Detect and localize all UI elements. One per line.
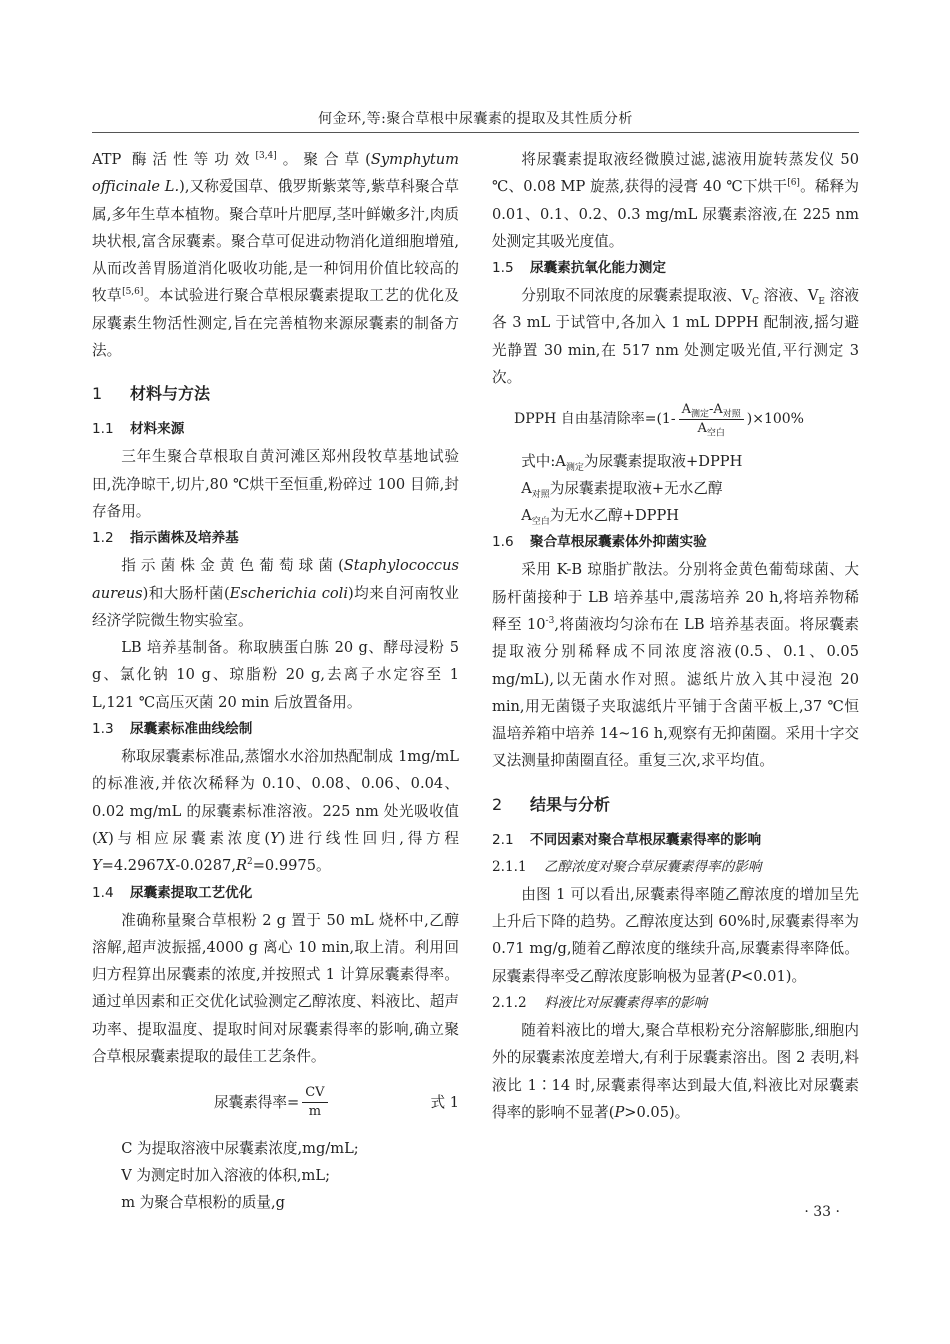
section-1-4-text: 准确称量聚合草根粉 2 g 置于 50 mL 烧杯中,乙醇溶解,超声波振摇,4000 g 离心 10 min,取上清。利用回归方程算出尿囊素的浓度,并按照式 1 计算尿囊素得率。通过单因素和正交优化试验测定乙醇浓度、料液比、超声功率、提取温度、提取时间对尿囊素得率的影响,确立聚合草根尿囊素提取的最佳工艺条件。 [92, 911, 459, 1066]
citation-5-6: [5,6] [122, 287, 144, 298]
variable-v: V 为测定时加入溶液的体积,mL; [121, 1167, 330, 1185]
section-1-6-heading: 1.6 聚合草根尿囊素体外抑菌实验 [492, 534, 707, 551]
dpph-definition-3: $A_{空白}$为无水乙醇+DPPH [521, 507, 680, 528]
section-2-heading: 2 结果与分析 [492, 794, 611, 814]
variable-m: m 为聚合草根粉的质量,g [121, 1194, 285, 1212]
section-1-3-heading: 1.3 尿囊素标准曲线绘制 [92, 721, 253, 738]
section-1-3-text: 称取尿囊素标准品,蒸馏水水浴加热配制成 1mg/mL 的标准液,并依次稀释为 0.10、0.08、0.06、0.04、0.02 mg/mL 的尿囊素标准溶液。225 nm 处光吸收值(X)与相应尿囊素浓度(Y)进行线性回归,得方程 $Y=4.2967X-0.0287,R^2=0.9975$。 [92, 748, 459, 875]
evaporation-paragraph: 将尿囊素提取液经微膜过滤,滤液用旋转蒸发仪 50 ℃、0.08 MP 旋蒸,获得的浸膏 40 ℃下烘干[6]。稀释为 0.01、0.1、0.2、0.3 mg/mL 尿囊素溶液,在 225 nm 处测定其吸光度值。 [492, 151, 859, 250]
section-1-2-text: 指示菌株金黄色葡萄球菌(Staphylococcus aureus)和大肠杆菌(Escherichia coli)均来自河南牧业经济学院微生物实验室。 [92, 557, 459, 629]
section-2-1-2-heading: 2.1.2 料液比对尿囊素得率的影响 [492, 994, 708, 1011]
right-column [492, 146, 859, 1126]
citation-6: [6] [787, 178, 800, 189]
section-1-5-text: 分别取不同浓度的尿囊素提取液、$V_C$ 溶液、$V_E$ 溶液各 3 mL 于试管中,各加入 1 mL DPPH 配制液,摇匀避光静置 30 min,在 517 nm 处测定吸光值,平行测定 3 次。 [492, 287, 859, 387]
section-1-heading: 1 材料与方法 [92, 384, 211, 404]
dpph-definition-2: $A_{对照}$为尿囊素提取液+无水乙醇 [521, 480, 723, 501]
section-1-1-heading: 1.1 材料来源 [92, 421, 185, 438]
running-header: 何金环,等:聚合草根中尿囊素的提取及其性质分析 [318, 111, 633, 127]
variable-c: C 为提取溶液中尿囊素浓度,mg/mL; [121, 1140, 359, 1158]
section-1-5-heading: 1.5 尿囊素抗氧化能力测定 [492, 260, 666, 277]
formula-1-tag: 式 1 [430, 1094, 459, 1112]
citation-3-4: [3,4] [255, 151, 277, 162]
section-2-1-heading: 2.1 不同因素对聚合草根尿囊素得率的影响 [492, 831, 762, 848]
dpph-formula: DPPH 自由基清除率=(1- $\frac{A_{测定}-A_{对照}}{A_{空白}}$ )×100% [514, 402, 804, 439]
section-1-2-heading: 1.2 指示菌株及培养基 [92, 530, 239, 547]
section-2-1-1-text: 由图 1 可以看出,尿囊素得率随乙醇浓度的增加呈先上升后下降的趋势。乙醇浓度达到 60%时,尿囊素得率为 0.71 mg/g,随着乙醇浓度的继续升高,尿囊素得率降低。尿囊素得率受乙醇浓度影响极为显著(P<0.01)。 [492, 885, 859, 985]
left-column [92, 146, 459, 1216]
header-rule [92, 132, 859, 133]
section-1-1-text: 三年生聚合草根取自黄河滩区郑州段牧草基地试验田,洗净晾干,切片,80 ℃烘干至恒重,粉碎过 100 目筛,封存备用。 [92, 448, 459, 520]
section-2-1-1-heading: 2.1.1 乙醇浓度对聚合草尿囊素得率的影响 [492, 858, 762, 875]
intro-paragraph: ATP 酶活性等功效[3,4]。聚合草(Symphytum officinale L.),又称爱国草、俄罗斯紫菜等,紫草科聚合草属,多年生草本植物。聚合草叶片肥厚,茎叶鲜嫩多汁,肉质块状根,富含尿囊素。聚合草可促进动物消化道细胞增殖,从而改善胃肠道消化吸收功能,是一种饲用价值比较高的牧草[5,6]。本试验进行聚合草根尿囊素提取工艺的优化及尿囊素生物活性测定,旨在完善植物来源尿囊素的制备方法。 [92, 151, 459, 360]
section-2-1-2-text: 随着料液比的增大,聚合草根粉充分溶解膨胀,细胞内外的尿囊素浓度差增大,有利于尿囊素溶出。图 2 表明,料液比 1∶14 时,尿囊素得率达到最大值,料液比对尿囊素得率的影响不显著(P>0.05)。 [492, 1021, 859, 1121]
dpph-definition-1: 式中$:A_{测定}$为尿囊素提取液+DPPH [521, 453, 743, 474]
section-1-2-medium-text: LB 培养基制备。称取胰蛋白胨 20 g、酵母浸粉 5 g、氯化钠 10 g、琼脂粉 20 g,去离子水定容至 1 L,121 ℃高压灭菌 20 min 后放置备用。 [92, 639, 459, 711]
formula-1: 尿囊素得率= $\frac{CV}{m}$ 式 1 [214, 1085, 459, 1120]
section-1-4-heading: 1.4 尿囊素提取工艺优化 [92, 884, 253, 901]
section-1-6-text: 采用 K-B 琼脂扩散法。分别将金黄色葡萄球菌、大肠杆菌接种于 LB 培养基中,震荡培养 20 h,将培养物稀释至 $10^{-3}$,将菌液均匀涂布在 LB 培养基表面。将尿囊素提取液分别稀释成不同浓度溶液(0.5、0.1、0.05 mg/mL),以无菌水作对照。滤纸片放入其中浸泡 20 min,用无菌镊子夹取滤纸片平铺于含菌平板上,37 ℃恒温培养箱中培养 14~16 h,观察有无抑菌圈。采用十字交叉法测量抑菌圈直径。重复三次,求平均值。 [492, 561, 859, 770]
latin-name-symphytum: Symphytum officinale L. [92, 151, 459, 196]
page-number: · 33 · [804, 1204, 840, 1220]
